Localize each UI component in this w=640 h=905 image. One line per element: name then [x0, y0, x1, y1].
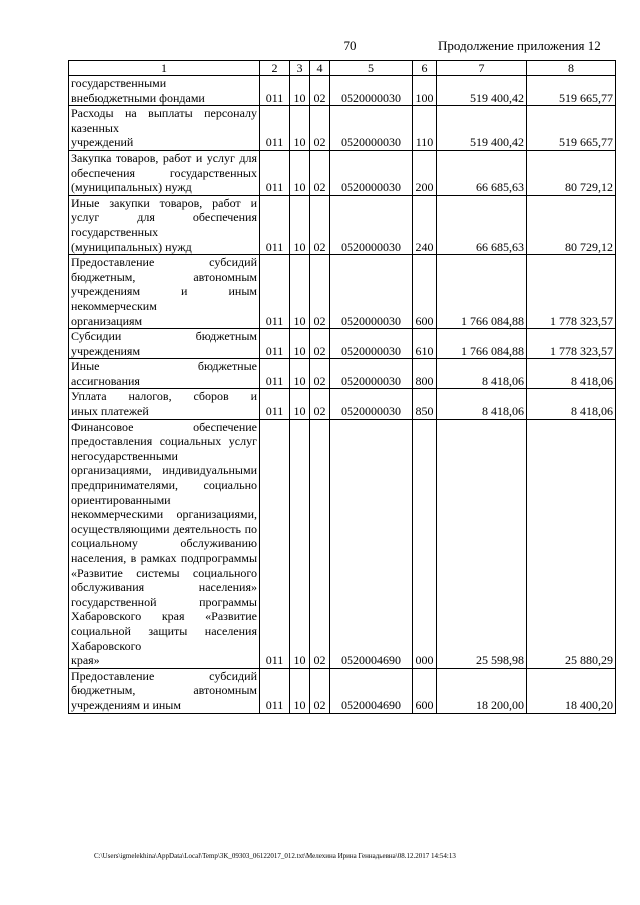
subsection-code: 02: [310, 106, 330, 151]
page-number: 70: [343, 38, 357, 53]
ministry-code: 011: [260, 668, 290, 713]
expense-type-code: 850: [413, 389, 437, 419]
column-header: 4: [310, 61, 330, 76]
ministry-code: 011: [260, 106, 290, 151]
amount-year-1: 66 685,63: [437, 150, 527, 195]
description-line: организациям: [71, 313, 143, 328]
subsection-code: 02: [310, 76, 330, 106]
row-description: [69, 389, 260, 419]
description-line: населения» государственной: [71, 580, 257, 609]
target-article-code: 0520000030: [330, 76, 413, 106]
amount-year-2: 25 880,29: [527, 419, 616, 668]
column-header: 6: [413, 61, 437, 76]
ministry-code: 011: [260, 359, 290, 389]
description-line: социального обслуживания: [71, 565, 258, 595]
description-line: иных платежей: [71, 404, 149, 419]
table-row: [69, 255, 616, 329]
row-description: [69, 195, 260, 254]
subsection-code: 02: [310, 419, 330, 668]
target-article-code: 0520004690: [330, 419, 413, 668]
description-line: Уплата налогов, сборов и: [71, 389, 257, 404]
column-header: 3: [290, 61, 310, 76]
expense-type-code: 100: [413, 76, 437, 106]
section-code: 10: [290, 150, 310, 195]
expense-type-code: 000: [413, 419, 437, 668]
description-line: Финансовое обеспечение: [71, 419, 257, 434]
ministry-code: 011: [260, 195, 290, 254]
row-description: [69, 419, 260, 668]
description-line: края»: [71, 653, 100, 668]
description-line: Закупка товаров, работ и: [71, 150, 203, 165]
section-code: 10: [290, 329, 310, 359]
expense-type-code: 240: [413, 195, 437, 254]
target-article-code: 0520000030: [330, 195, 413, 254]
amount-year-2: 1 778 323,57: [527, 255, 616, 329]
section-code: 10: [290, 195, 310, 254]
description-line: организациями,: [176, 507, 257, 522]
ministry-code: 011: [260, 329, 290, 359]
table-row: [69, 150, 616, 195]
target-article-code: 0520000030: [330, 389, 413, 419]
expense-type-code: 800: [413, 359, 437, 389]
description-line: населения Хабаровского: [71, 623, 257, 653]
amount-year-1: 519 400,42: [437, 76, 527, 106]
expense-type-code: 600: [413, 668, 437, 713]
ministry-code: 011: [260, 76, 290, 106]
description-line: программы Хабаровского края: [71, 594, 257, 624]
amount-year-2: 519 665,77: [527, 106, 616, 151]
description-line: бюджетным, автономным: [71, 683, 257, 698]
row-description: [69, 329, 260, 359]
table-row: [69, 195, 616, 254]
description-line: Иные закупки товаров, работ: [71, 195, 241, 210]
amount-year-1: 8 418,06: [437, 359, 527, 389]
description-line: индивидуальными: [162, 463, 257, 478]
expense-type-code: 600: [413, 255, 437, 329]
table-row: [69, 106, 616, 151]
subsection-code: 02: [310, 195, 330, 254]
budget-table: [68, 60, 616, 714]
section-code: 10: [290, 668, 310, 713]
amount-year-1: 1 766 084,88: [437, 255, 527, 329]
ministry-code: 011: [260, 419, 290, 668]
description-line: Субсидии бюджетным: [71, 329, 257, 344]
row-description: [69, 106, 260, 151]
amount-year-2: 1 778 323,57: [527, 329, 616, 359]
description-line: ассигнования: [71, 373, 140, 388]
section-code: 10: [290, 76, 310, 106]
table-row: [69, 419, 616, 668]
table-row: [69, 389, 616, 419]
amount-year-1: 519 400,42: [437, 106, 527, 151]
target-article-code: 0520000030: [330, 359, 413, 389]
column-header: 7: [437, 61, 527, 76]
amount-year-2: 80 729,12: [527, 150, 616, 195]
amount-year-2: 18 400,20: [527, 668, 616, 713]
column-header: 8: [527, 61, 616, 76]
description-line: услуг негосударственными: [71, 434, 257, 463]
description-line: деятельность по социальному: [71, 521, 258, 551]
ministry-code: 011: [260, 255, 290, 329]
section-code: 10: [290, 389, 310, 419]
description-line: внебюджетными фондами: [71, 90, 205, 105]
amount-year-1: 8 418,06: [437, 389, 527, 419]
row-description: [69, 668, 260, 713]
ministry-code: 011: [260, 150, 290, 195]
description-line: (муниципальных) нужд: [71, 180, 192, 195]
description-line: услуг для обеспечения: [71, 150, 258, 180]
section-code: 10: [290, 255, 310, 329]
row-description: [69, 359, 260, 389]
row-description: [69, 150, 260, 195]
description-line: «Развитие системы: [71, 565, 180, 580]
target-article-code: 0520000030: [330, 150, 413, 195]
table-row: [69, 76, 616, 106]
table-row: [69, 359, 616, 389]
subsection-code: 02: [310, 329, 330, 359]
description-line: государственных: [169, 165, 257, 180]
subsection-code: 02: [310, 359, 330, 389]
ministry-code: 011: [260, 389, 290, 419]
description-line: осуществляющими: [71, 521, 170, 536]
subsection-code: 02: [310, 255, 330, 329]
description-line: (муниципальных) нужд: [71, 239, 192, 254]
expense-type-code: 200: [413, 150, 437, 195]
target-article-code: 0520000030: [330, 255, 413, 329]
amount-year-1: 66 685,63: [437, 195, 527, 254]
description-line: государственных: [71, 224, 159, 239]
description-line: организациями,: [71, 463, 152, 478]
amount-year-1: 25 598,98: [437, 419, 527, 668]
target-article-code: 0520004690: [330, 668, 413, 713]
description-line: бюджетным, автономным: [71, 269, 257, 284]
column-header: 2: [260, 61, 290, 76]
section-code: 10: [290, 106, 310, 151]
description-line: предпринимателями,: [71, 478, 179, 493]
row-description: [69, 76, 260, 106]
target-article-code: 0520000030: [330, 329, 413, 359]
description-line: учреждений: [71, 135, 134, 150]
description-line: предоставления социальных: [71, 434, 222, 449]
amount-year-2: 80 729,12: [527, 195, 616, 254]
section-code: 10: [290, 359, 310, 389]
description-line: учреждениям и иным: [71, 697, 181, 712]
description-line: «Развитие социальной защиты: [71, 609, 257, 638]
amount-year-2: 8 418,06: [527, 389, 616, 419]
description-line: Иные бюджетные: [71, 359, 257, 374]
appendix-continuation-note: Продолжение приложения 12: [438, 38, 601, 53]
expense-type-code: 610: [413, 329, 437, 359]
subsection-code: 02: [310, 150, 330, 195]
amount-year-1: 1 766 084,88: [437, 329, 527, 359]
description-line: Расходы на выплаты: [71, 106, 193, 121]
description-line: государственными: [71, 76, 167, 90]
description-line: социально ориентированными: [71, 478, 257, 507]
amount-year-2: 8 418,06: [527, 359, 616, 389]
description-line: персоналу казенных: [71, 106, 258, 135]
description-line: и услуг для обеспечения: [71, 195, 258, 225]
amount-year-2: 519 665,77: [527, 76, 616, 106]
table-header-row: [69, 61, 616, 76]
description-line: учреждениям и иным: [71, 284, 257, 299]
description-line: рамках подпрограммы: [140, 551, 258, 565]
table-row: [69, 329, 616, 359]
amount-year-1: 18 200,00: [437, 668, 527, 713]
table-row: [69, 668, 616, 713]
column-header: 1: [69, 61, 260, 76]
description-line: некоммерческим: [71, 298, 157, 313]
column-header: 5: [330, 61, 413, 76]
subsection-code: 02: [310, 668, 330, 713]
description-line: Предоставление субсидий: [71, 668, 257, 683]
section-code: 10: [290, 419, 310, 668]
target-article-code: 0520000030: [330, 106, 413, 151]
document-footer-path: C:\Users\igmelekhina\AppData\Local\Temp\3K_09303_06122017_012.txt\Мелехина Ирина Геннадьевна\08.12.2017 14:54:13: [94, 852, 456, 860]
description-line: некоммерческими: [71, 507, 164, 522]
description-line: учреждениям: [71, 343, 141, 358]
expense-type-code: 110: [413, 106, 437, 151]
description-line: Предоставление субсидий: [71, 255, 257, 270]
row-description: [69, 255, 260, 329]
subsection-code: 02: [310, 389, 330, 419]
description-line: обслуживанию населения, в: [71, 536, 257, 565]
